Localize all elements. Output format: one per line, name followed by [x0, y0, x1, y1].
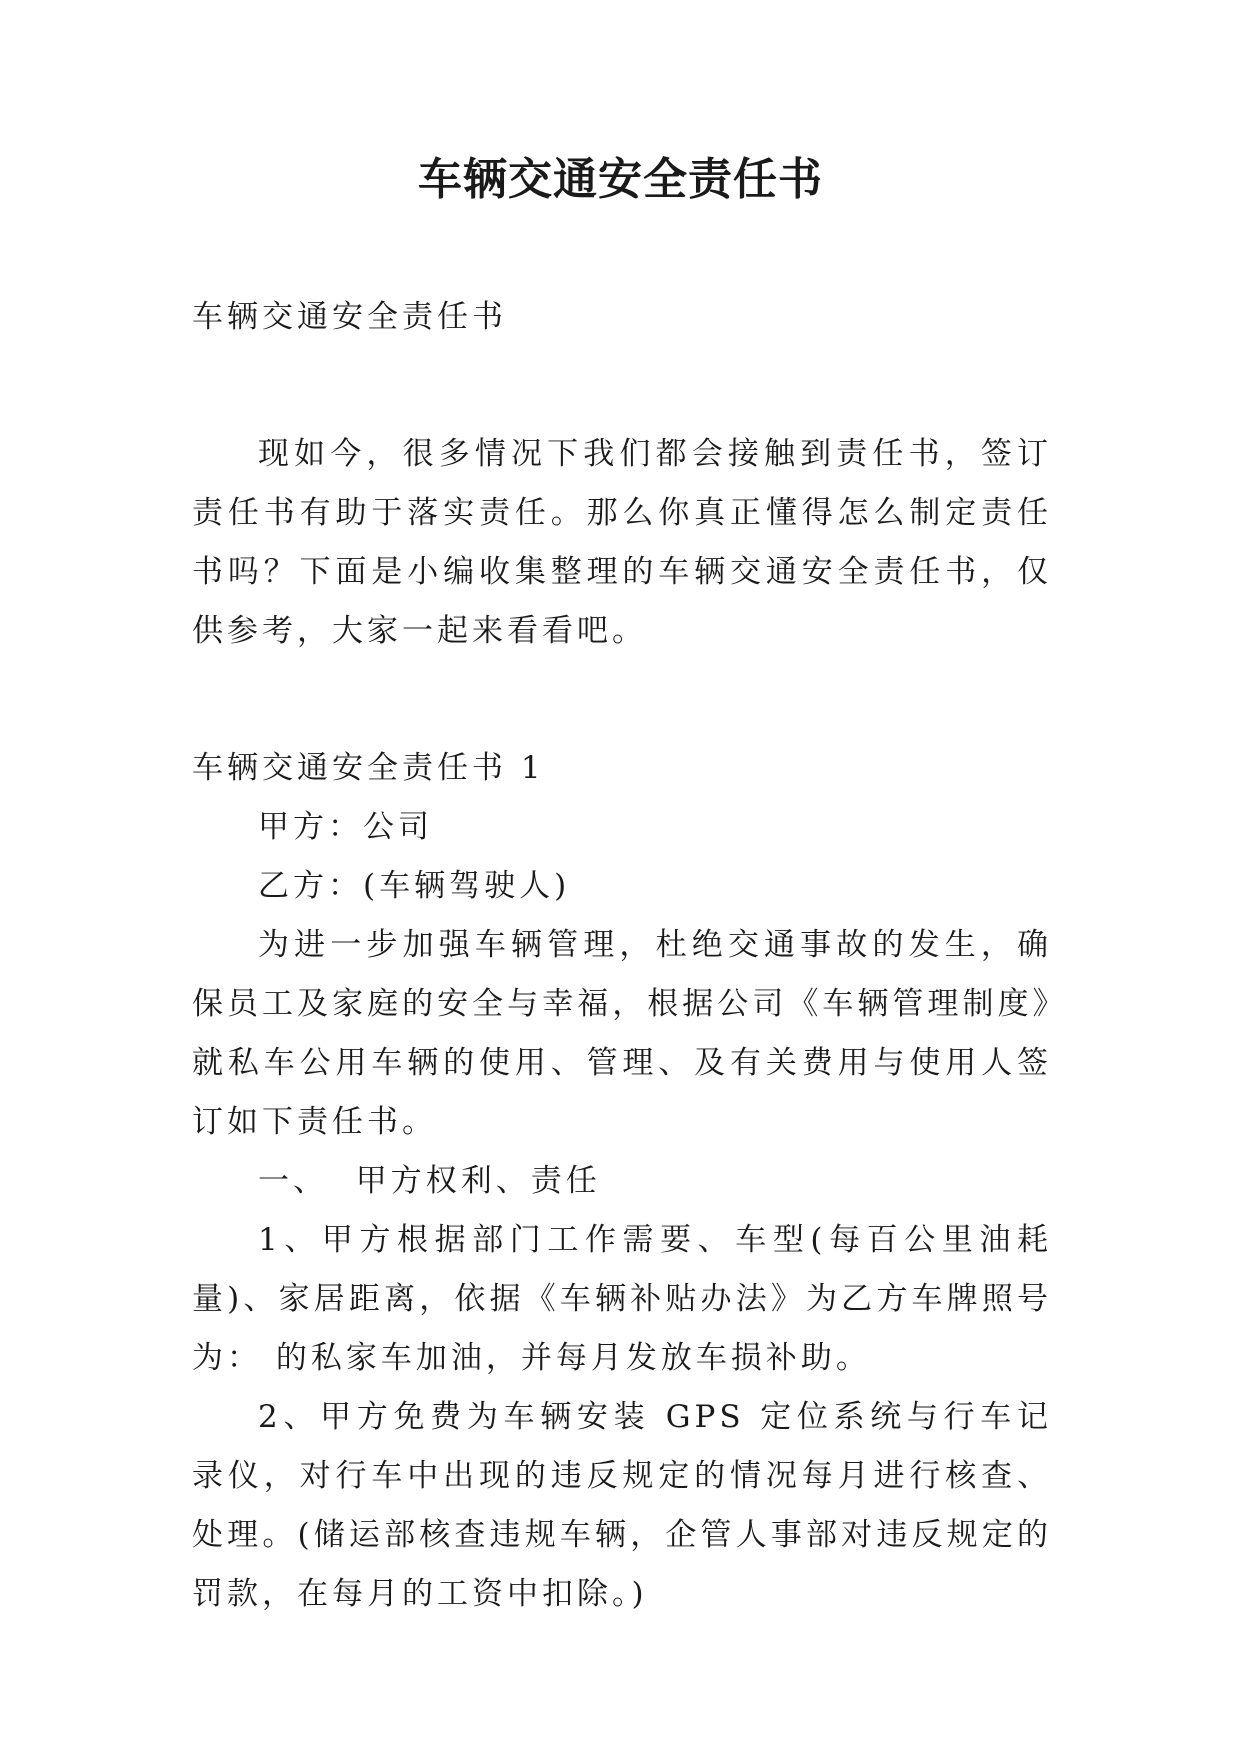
clause-1-paragraph: 1、甲方根据部门工作需要、车型(每百公里油耗量)、家居距离，依据《车辆补贴办法》为乙方车牌照号为： 的私家车加油，并每月发放车损补助。 — [192, 1222, 1052, 1376]
purpose-paragraph: 为进一步加强车辆管理，杜绝交通事故的发生，确保员工及家庭的安全与幸福，根据公司《车辆管理制度》就私车公用车辆的使用、管理、及有关费用与使用人签订如下责任书。 — [192, 927, 1052, 1140]
document-body — [192, 288, 1052, 1624]
document-subtitle: 车辆交通安全责任书 — [192, 299, 507, 335]
section-heading: 车辆交通安全责任书 1 — [192, 750, 545, 786]
intro-paragraph: 现如今，很多情况下我们都会接触到责任书，签订责任书有助于落实责任。那么你真正懂得怎么制定责任书吗？下面是小编收集整理的车辆交通安全责任书，仅供参考，大家一起来看看吧。 — [192, 436, 1052, 649]
party-b-line: 乙方：(车辆驾驶人) — [258, 868, 571, 904]
party-a-line: 甲方：公司 — [258, 809, 433, 845]
clause-heading: 一、 甲方权利、责任 — [258, 1163, 601, 1199]
clause-2-paragraph: 2、甲方免费为车辆安装 GPS 定位系统与行车记录仪，对行车中出现的违反规定的情况每月进行核查、处理。(储运部核查违规车辆，企管人事部对违反规定的罚款，在每月的工资中扣除。) — [192, 1399, 1052, 1612]
document-title: 车辆交通安全责任书 — [418, 154, 823, 205]
